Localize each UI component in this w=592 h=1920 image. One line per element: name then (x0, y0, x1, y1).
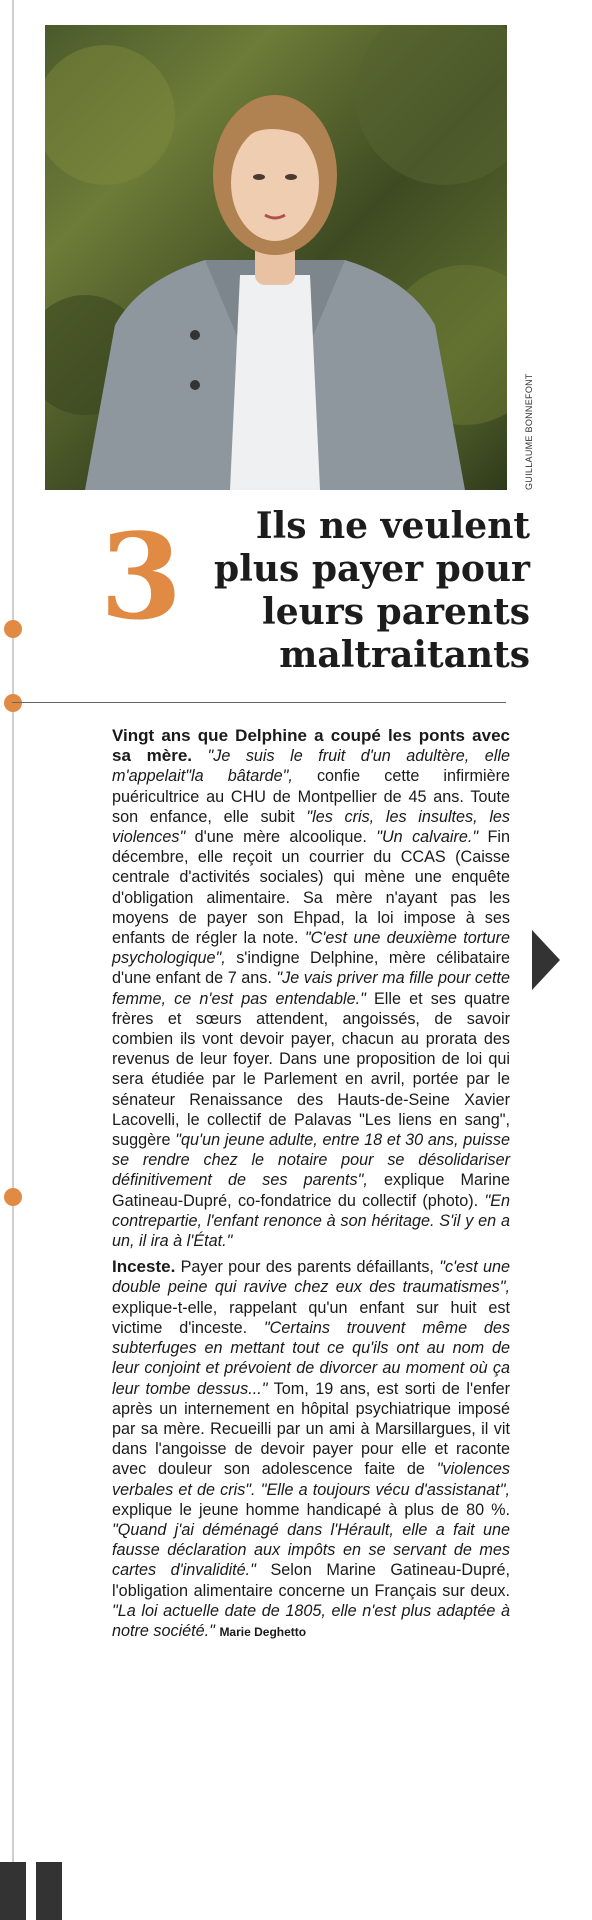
quote: "En contrepartie, l'enfant renonce à son héritage. S'il y en a un, il ira à l'État." (112, 1191, 511, 1251)
timeline-dot (4, 620, 22, 638)
text-span: explique-t-elle, rappelant qu'un enfant sur huit est victime d'inceste. (112, 1298, 510, 1337)
lead-in: Vingt ans que Delphine a coupé les ponts avec sa mère. (112, 726, 510, 766)
text-span: s'indigne Delphine, mère célibataire d'une enfant de 7 ans. (112, 949, 510, 988)
text-span: explique Marine Gatineau-Dupré, co-fondatrice du collectif (photo). (112, 1171, 510, 1210)
text-span: explique le jeune homme handicapé à plus de 80 %. (112, 1500, 510, 1519)
quote: "Elle a toujours vécu d'assistanat", (260, 1480, 511, 1499)
text-span: d'une mère alcoolique. (194, 828, 367, 847)
text-span: Fin décembre, elle reçoit un courrier du CCAS (Caisse centrale d'activités sociales) qui mène une enquête d'obligation alimentaire. Sa mère n'ayant pas les moyens de payer son Ehpad, la loi impose à ses enfants de régler la note. (112, 828, 511, 948)
next-arrow-icon[interactable] (532, 930, 560, 990)
paragraph-2 (112, 1257, 510, 1642)
author-signature: Marie Deghetto (219, 1624, 307, 1639)
quote: "c'est une double peine qui ravive chez eux des traumatismes", (112, 1258, 511, 1297)
article-body (112, 726, 510, 1648)
quote: "Je suis le fruit d'un adultère, elle m'appelait"la bâtarde", (112, 747, 510, 786)
quote: "violences verbales et de cris". (112, 1460, 511, 1499)
section-number: 3 (100, 507, 183, 646)
timeline-line (12, 0, 14, 1920)
quote: "qu'un jeune adulte, entre 18 et 30 ans, puisse se rendre chez le notaire pour se désolidariser définitivement de ses parents", (112, 1131, 510, 1190)
text-span: Payer pour des parents défaillants, (180, 1258, 434, 1277)
headline-divider (12, 702, 506, 703)
text-span: Selon Marine Gatineau-Dupré, l'obligation alimentaire concerne un Français sur deux. (112, 1561, 511, 1600)
text-span: Tom, 19 ans, est sorti de l'enfer après un internement en hôpital psychiatrique imposé par sa mère. Recueilli par un ami à Marsillargues, il vit dans l'angoisse de devoir payer pour elle et raconte avec douleur son adolescence faite de (112, 1379, 510, 1479)
quote: "C'est une deuxième torture psychologique", (112, 929, 511, 968)
article-headline: Ils ne veulent plus payer pour leurs parents maltraitants (214, 505, 530, 676)
text-span: Elle et ses quatre frères et sœurs attendent, angoissés, de savoir combien ils vont devoir payer, chacun au prorata des revenus de leur foyer. Dans une proposition de loi qui sera étudiée par le Parlement en avril, portée par le sénateur Renaissance des Hauts-de-Seine Xavier Lacovelli, le collectif de Palavas "Les liens en sang", suggère (112, 989, 510, 1150)
portrait-photo (45, 25, 507, 490)
portrait-illustration (45, 25, 507, 490)
photo-credit-text: GUILLAUME BONNEFONT (524, 373, 534, 490)
lead-in: Inceste. (112, 1257, 176, 1277)
quote: "Certains trouvent même des subterfuges en mettant tout ce qu'ils ont au nom de leur conjoint et prévoient de divorcer au moment où ça leur tombe dessus..." (112, 1318, 511, 1398)
quote: "Je vais priver ma fille pour cette femme, ce n'est pas entendable." (112, 969, 511, 1008)
photo-credit (512, 360, 534, 490)
timeline-dot (4, 1188, 22, 1206)
quote: "Quand j'ai déménagé dans l'Hérault, elle a fait une fausse déclaration aux impôts en se servant de mes cartes d'invalidité." (112, 1520, 510, 1580)
quote: "les cris, les insultes, les violences" (112, 807, 511, 847)
timeline-dot (4, 694, 22, 712)
corner-block (0, 1862, 26, 1920)
paragraph-1 (112, 726, 510, 1251)
text-span: confie cette infirmière puéricultrice au CHU de Montpellier de 45 ans. Toute son enfance, elle subit (112, 767, 510, 826)
quote: "La loi actuelle date de 1805, elle n'est plus adaptée à notre société." (112, 1601, 510, 1640)
corner-block (36, 1862, 62, 1920)
quote: "Un calvaire." (376, 828, 479, 847)
